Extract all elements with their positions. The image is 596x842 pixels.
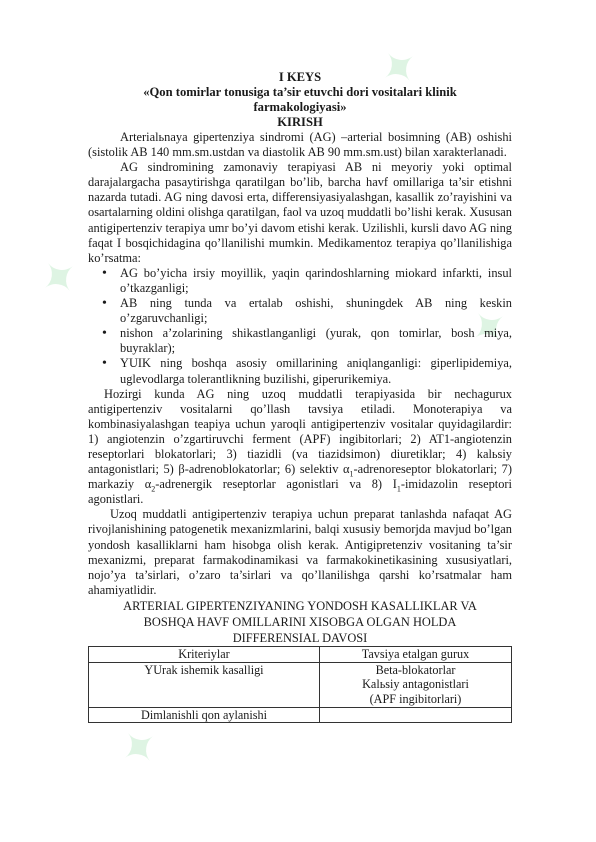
case-heading: I KEYS [278,70,322,84]
watermark-mark: ✦ [107,713,173,781]
recommendation-line: Kalьsiy antagonistlari [362,677,469,692]
table-row [89,662,512,707]
table-row [89,707,512,723]
recommendation-line: (APF ingibitorlari) [369,691,462,706]
list-item: • AB ning tunda va ertalab oshishi, shuningdek AB ning keskin o’zgaruvchanligi; [120,296,512,326]
document-page [88,70,512,723]
document-title-line2: farmakologiyasi» [253,100,347,114]
section-heading-intro: KIRISH [277,115,323,129]
column-header-recommended: Tavsiya etalgan gurux [320,647,512,663]
paragraph-therapy: AG sindromining zamonaviy terapiyasi AB ni meyoriy yoki optimal darajalargacha pasaytirishga qaratilgan bo’lib, barcha havf omillariga ta’sir etishni nazarda tutadi. AG ning davosi erta, differensiyasiyalashgan, kasallik zo’rayishini va osartalarning oldini olishga qaratilgan, faol va uzoq muddatli bo’lishi kerak. Xususan antigipertenziv terapiya umr bo’yi davom etishi kerak. Uzilishli, kursli davo AG ning faqat I bosqichidagina qo’llanilishi mumkin. Medikamentoz terapiya qo’llanilishiga ko’rsatma: [88,160,512,265]
column-header-criteria: Kriteriylar [89,647,320,663]
table-title-line3: DIFFERENSIAL DAVOSI [232,631,368,646]
list-item: • AG bo’yicha irsiy moyillik, yaqin qarindoshlarning miokard infarkti, insul o’tkazganligi; [120,266,512,296]
recommendation-cell [320,707,512,723]
paragraph-drug-groups: Hozirgi kunda AG ning uzoq muddatli terapiyasida bir nechagurux antigipertenziv vositalarni qo’llash tavsiya etiladi. Monoterapiya va kombinasiyalashgan teapiya uchun yaroqli antigipertenziv vositalar quyidagilardir: 1) angiotenzin o’zgartiruvchi ferment (APF) ingibitorlari; 2) AT1-angiotenzin reseptorlari blokatorlari; 3) tiazidli (va tiazidsimon) diuretiklar; 4) kalьsiy antagonistlari; 5) β-adrenoblokatorlar; 6) selektiv $\alpha_1$-adrenoreseptor blokatorlari; 7) markaziy $\alpha_2$-adrenergik reseptorlar agonistlari va 8) $I_1$-imidazolin reseptori agonistlari. [88,386,512,507]
differential-treatment-table [88,646,512,723]
list-item: • nishon a’zolarining shikastlanganligi (yurak, qon tomirlar, bosh miya, buyraklar); [120,326,512,356]
watermark-mark: ✦ [367,33,433,101]
table-header-row [89,647,512,663]
table-title-line2: BOSHQA HAVF OMILLARINI XISOBGA OLGAN HOLDA [143,615,457,629]
criterion-cell: YUrak ishemik kasalligi [89,662,320,707]
paragraph-definition: Arterialьnaya gipertenziya sindromi (AG) –arterial bosimning (AB) oshishi (sistolik AB 140 mm.sm.ustdan va diastolik AB 90 mm.sm.ust) bilan xarakterlanadi. [88,130,512,160]
list-item: • YUIK ning boshqa asosiy omillarining aniqlanganligi: giperlipidemiya, uglevodlarga tolerantlikning buzilishi, giperurikemiya. [120,356,512,386]
recommendation-line: Beta-blokatorlar [375,662,456,677]
table-title-line1: ARTERIAL GIPERTENZIYANING YONDOSH KASALLIKLAR VA [123,598,477,613]
watermark-mark: ✦ [457,293,523,361]
document-title-line1: «Qon tomirlar tonusiga ta’sir etuvchi dori vositalari klinik [143,85,457,99]
paragraph-drug-selection: Uzoq muddatli antigipertenziv terapiya uchun preparat tanlashda nafaqat AG rivojlanishining patogenetik mexanizmlarini, balqi xususiy bemorjda mavjud bo’lgan yondosh kasalliklarni ham hisobga olish kerak. Antigipretenziv vositaning ta’sir mexanizmi, preparat farmakodinamikasi va farmakokinetikasining xususiyatlari, nojo’ya ta’sirlari, o’zaro ta’sirlari va qo’llanilishga qarshi ko’rsatmalar ham ahamiyatlidir. [88,507,512,597]
criterion-cell: Dimlanishli qon aylanishi [89,707,320,723]
watermark-mark: ✦ [27,243,93,311]
recommendation-cell [320,662,512,707]
indications-list [88,266,512,387]
